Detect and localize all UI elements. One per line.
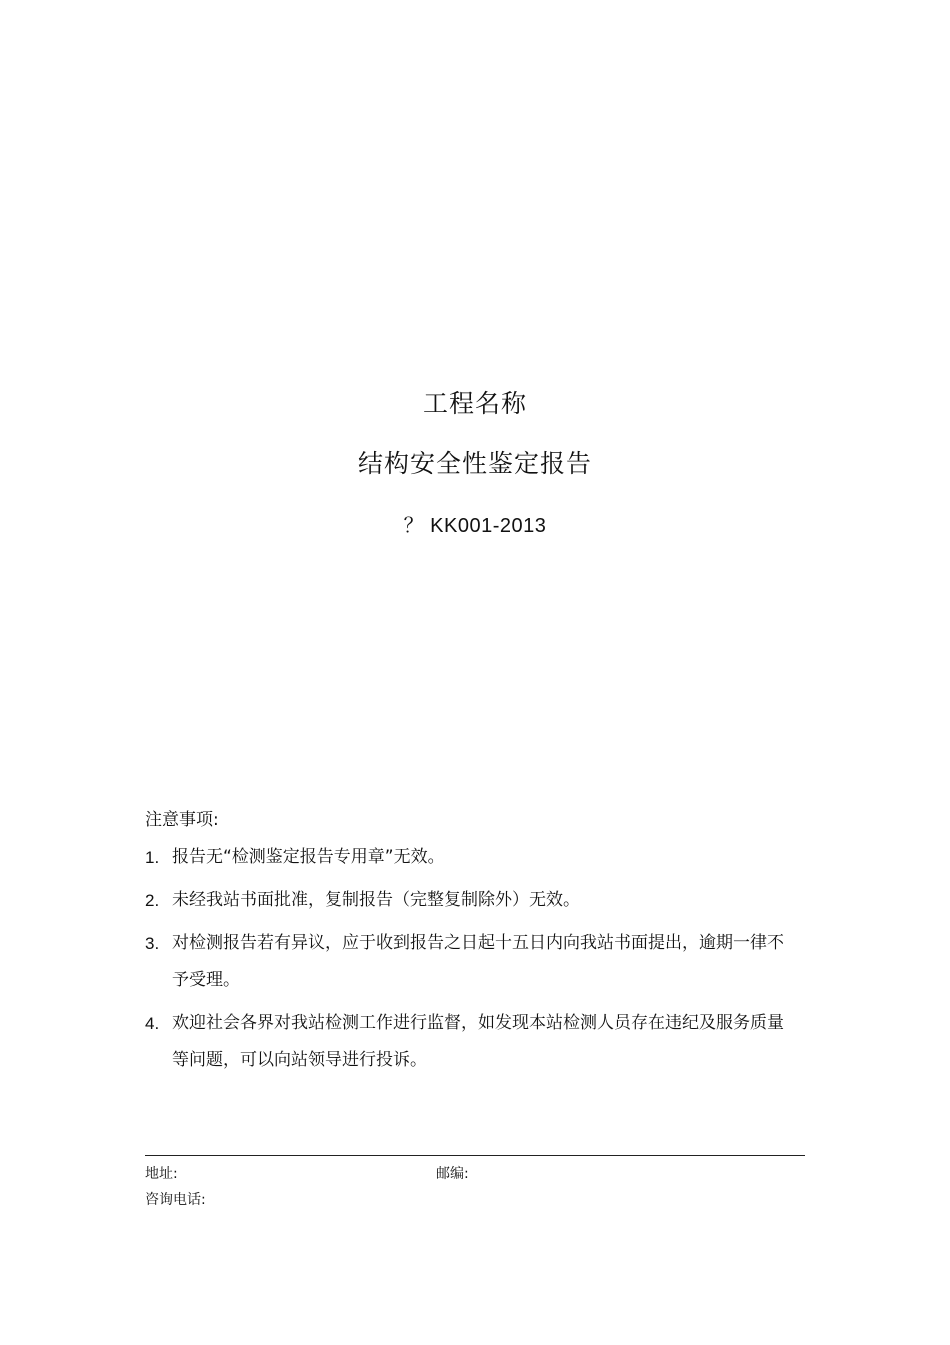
notes-section bbox=[145, 808, 785, 1091]
address-label: 地址: bbox=[145, 1166, 178, 1182]
note-number: 2. bbox=[145, 891, 160, 910]
note-text: 未经我站书面批准，复制报告（完整复制除外）无效。 bbox=[172, 890, 580, 910]
note-item bbox=[145, 931, 785, 999]
project-name: 工程名称 bbox=[422, 389, 527, 418]
phone-label: 咨询电话: bbox=[145, 1192, 206, 1208]
note-number: 1. bbox=[145, 848, 160, 867]
footer-divider bbox=[145, 1155, 805, 1156]
note-item bbox=[145, 845, 785, 876]
note-number: 3. bbox=[145, 934, 160, 953]
note-text: 欢迎社会各界对我站检测工作进行监督，如发现本站检测人员存在违纪及服务质量等问题，可以向站领导进行投诉。 bbox=[172, 1013, 784, 1070]
notes-heading: 注意事项: bbox=[145, 810, 219, 830]
report-number: ？ KK001-2013 bbox=[403, 515, 547, 537]
note-number: 4. bbox=[145, 1014, 160, 1033]
report-title: 结构安全性鉴定报告 bbox=[357, 449, 592, 478]
note-text: 对检测报告若有异议，应于收到报告之日起十五日内向我站书面提出，逾期一律不予受理。 bbox=[172, 933, 784, 990]
note-item bbox=[145, 888, 785, 919]
note-text: 报告无“检测鉴定报告专用章”无效。 bbox=[172, 847, 445, 867]
note-item bbox=[145, 1011, 785, 1079]
postcode-label: 邮编: bbox=[436, 1166, 469, 1182]
